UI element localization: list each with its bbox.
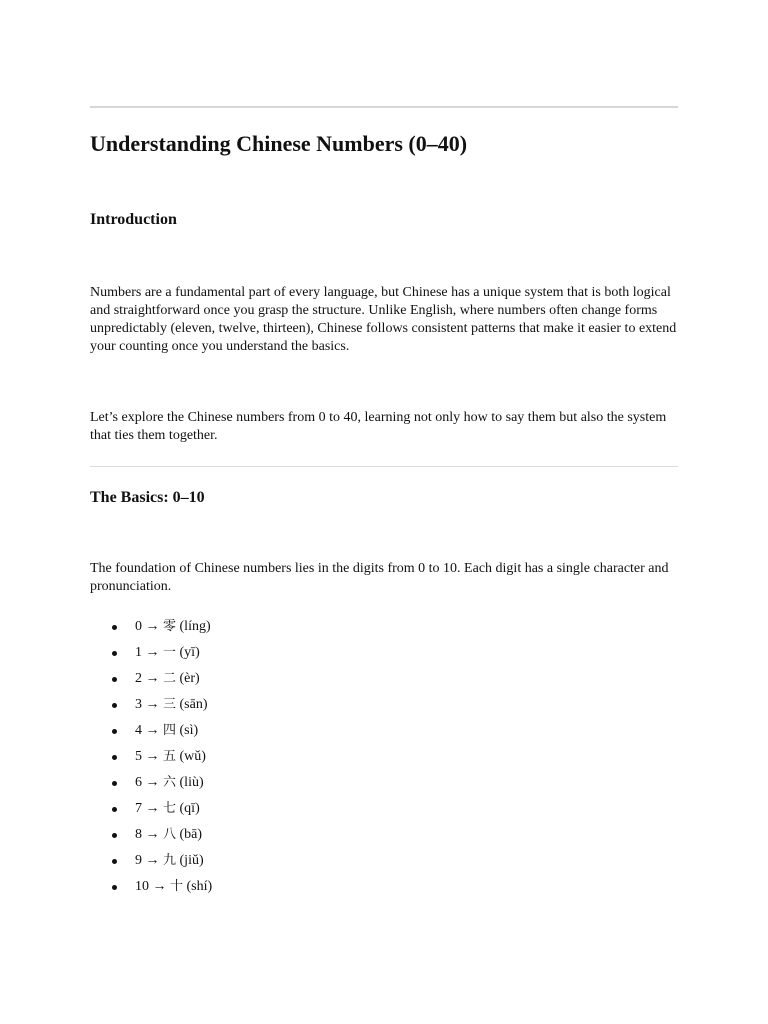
digit-character: 三	[163, 697, 177, 712]
arrow-glyph: →	[145, 853, 160, 868]
digit-list	[90, 614, 678, 900]
intro-paragraph-2: Let’s explore the Chinese numbers from 0 to 40, learning not only how to say them but also the system that ties them together.	[90, 410, 667, 443]
bullet-icon	[112, 859, 117, 864]
digit-number: 8	[135, 827, 142, 842]
digit-pinyin: (liù)	[179, 775, 204, 790]
document-page	[90, 0, 678, 900]
bullet-icon	[112, 807, 117, 812]
digit-character: 四	[163, 723, 177, 738]
digit-pinyin: (líng)	[179, 619, 211, 634]
bullet-icon	[112, 781, 117, 786]
list-item	[90, 848, 678, 874]
bullet-icon	[112, 755, 117, 760]
bullet-icon	[112, 625, 117, 630]
bullet-icon	[112, 885, 117, 890]
digit-character: 十	[170, 879, 184, 894]
digit-character: 六	[163, 775, 177, 790]
list-item	[90, 744, 678, 770]
digit-pinyin: (qī)	[179, 801, 200, 816]
list-item	[90, 718, 678, 744]
arrow-glyph: →	[145, 827, 160, 842]
digit-number: 0	[135, 619, 142, 634]
digit-character: 七	[163, 801, 177, 816]
digit-pinyin: (sān)	[179, 697, 208, 712]
digit-pinyin: (shí)	[186, 879, 213, 894]
list-item	[90, 874, 678, 900]
digit-pinyin: (èr)	[179, 671, 200, 686]
digit-number: 1	[135, 645, 142, 660]
digit-number: 10	[135, 879, 149, 894]
bullet-icon	[112, 651, 117, 656]
list-item	[90, 666, 678, 692]
list-item	[90, 822, 678, 848]
digit-pinyin: (bā)	[179, 827, 203, 842]
arrow-glyph: →	[145, 645, 160, 660]
list-item	[90, 770, 678, 796]
section-heading-introduction: Introduction	[90, 211, 177, 228]
arrow-glyph: →	[145, 697, 160, 712]
list-item	[90, 614, 678, 640]
basics-paragraph: The foundation of Chinese numbers lies in the digits from 0 to 10. Each digit has a single character and pronunciation.	[90, 561, 669, 594]
digit-number: 6	[135, 775, 142, 790]
digit-pinyin: (wǔ)	[179, 749, 206, 764]
digit-number: 9	[135, 853, 142, 868]
digit-character: 九	[163, 853, 177, 868]
page-title: Understanding Chinese Numbers (0–40)	[90, 131, 468, 156]
arrow-glyph: →	[152, 879, 167, 894]
digit-character: 零	[163, 619, 177, 634]
digit-character: 二	[163, 671, 177, 686]
digit-number: 4	[135, 723, 142, 738]
digit-character: 五	[163, 749, 177, 764]
digit-number: 5	[135, 749, 142, 764]
section-heading-basics: The Basics: 0–10	[90, 489, 205, 506]
list-item	[90, 796, 678, 822]
list-item	[90, 640, 678, 666]
bullet-icon	[112, 729, 117, 734]
top-divider	[90, 106, 678, 108]
bullet-icon	[112, 833, 117, 838]
arrow-glyph: →	[145, 749, 160, 764]
arrow-glyph: →	[145, 775, 160, 790]
arrow-glyph: →	[145, 619, 160, 634]
digit-number: 7	[135, 801, 142, 816]
digit-number: 3	[135, 697, 142, 712]
digit-character: 八	[163, 827, 177, 842]
arrow-glyph: →	[145, 723, 160, 738]
bullet-icon	[112, 703, 117, 708]
arrow-glyph: →	[145, 801, 160, 816]
intro-paragraph-1: Numbers are a fundamental part of every language, but Chinese has a unique system that is both logical and straightforward once you grasp the structure. Unlike English, where numbers often change forms unpredictably (eleven, twelve, thirteen), Chinese follows consistent patterns that make it easier to extend your counting once you understand the basics.	[90, 285, 677, 354]
digit-character: 一	[163, 645, 177, 660]
list-item	[90, 692, 678, 718]
digit-number: 2	[135, 671, 142, 686]
arrow-glyph: →	[145, 671, 160, 686]
section-divider	[90, 466, 678, 467]
digit-pinyin: (sì)	[179, 723, 199, 738]
digit-pinyin: (jiǔ)	[179, 853, 204, 868]
digit-pinyin: (yī)	[179, 645, 200, 660]
bullet-icon	[112, 677, 117, 682]
